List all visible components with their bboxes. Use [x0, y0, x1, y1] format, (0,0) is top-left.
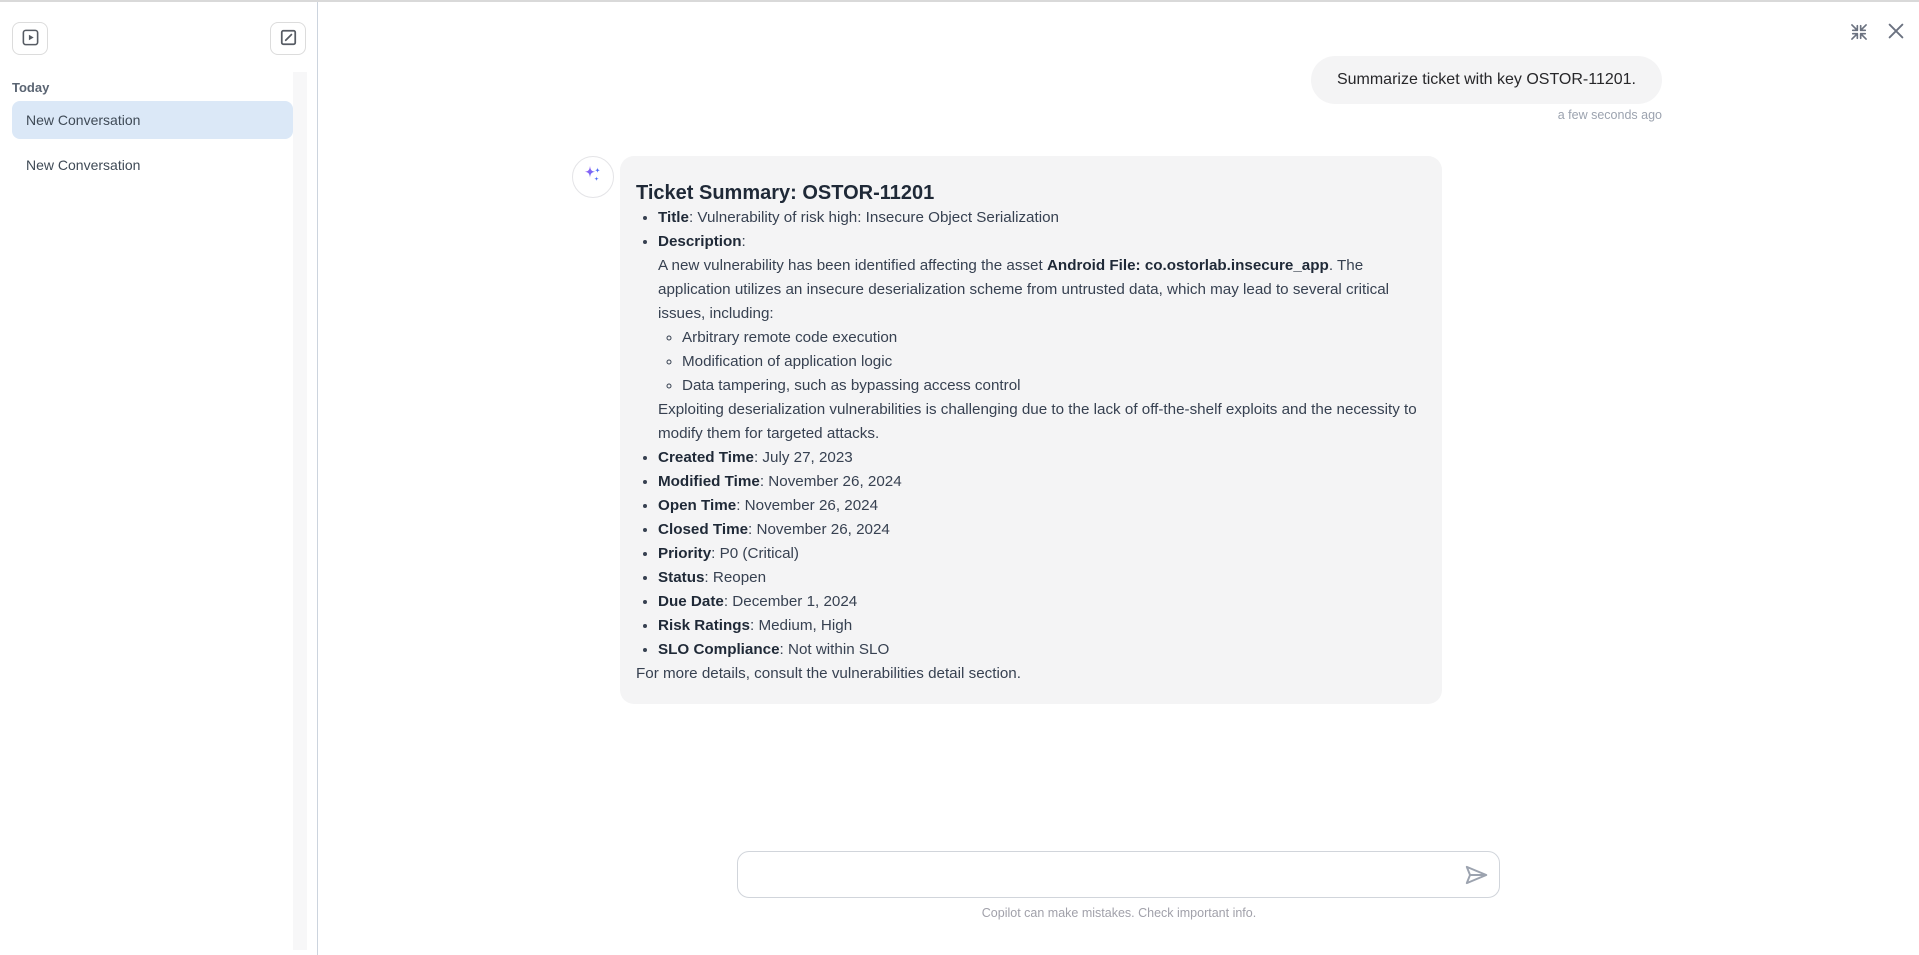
conversation-item-selected[interactable]	[12, 101, 293, 139]
ticket-field: • Open Time: November 26, 2024	[658, 494, 1418, 518]
close-icon	[1885, 20, 1907, 45]
issue-item: ◦ Arbitrary remote code execution	[682, 326, 1418, 350]
ticket-field: • Priority: P0 (Critical)	[658, 542, 1418, 566]
issue-item: ◦ Data tampering, such as bypassing access control	[682, 374, 1418, 398]
ticket-field: • Closed Time: November 26, 2024	[658, 518, 1418, 542]
ticket-field: • Due Date: December 1, 2024	[658, 590, 1418, 614]
sidebar-section-label: Today	[12, 80, 50, 95]
ticket-summary-title: Ticket Summary: OSTOR-11201	[636, 182, 935, 204]
description-intro: A new vulnerability has been identified affecting the asset Android File: co.ostorlab.insecure_app. The application utilizes an insecure deserialization scheme from untrusted data, which may lead to several critical issues, including:	[658, 257, 1390, 322]
conversation-label: New Conversation	[26, 112, 141, 128]
conversation-item[interactable]	[12, 146, 293, 184]
issue-item: ◦ Modification of application logic	[682, 350, 1418, 374]
conversations-sidebar	[0, 2, 318, 955]
footer-note: For more details, consult the vulnerabilities detail section.	[636, 665, 1021, 682]
user-message-bubble	[1311, 56, 1662, 104]
new-conversation-button[interactable]	[270, 22, 306, 55]
ticket-field-list	[636, 206, 1418, 662]
panel-play-icon	[21, 28, 40, 50]
edit-pencil-icon	[279, 28, 298, 50]
ticket-field: • SLO Compliance: Not within SLO	[658, 638, 1418, 662]
collapse-panel-button[interactable]	[1848, 22, 1870, 44]
disclaimer-text: Copilot can make mistakes. Check important info.	[981, 906, 1257, 920]
ticket-field-title: • Title: Vulnerability of risk high: Insecure Object Serialization	[658, 206, 1418, 230]
user-message-text: Summarize ticket with key OSTOR-11201.	[1336, 71, 1636, 88]
sparkle-icon	[581, 163, 605, 192]
assistant-response-card	[620, 156, 1442, 704]
message-composer	[737, 851, 1500, 898]
arrows-pointing-in-icon	[1849, 22, 1869, 45]
assistant-avatar	[572, 156, 614, 198]
message-timestamp: a few seconds ago	[1557, 108, 1662, 122]
send-button[interactable]	[1461, 861, 1491, 891]
ticket-field: • Status: Reopen	[658, 566, 1418, 590]
ticket-field: • Created Time: July 27, 2023	[658, 446, 1418, 470]
send-icon	[1463, 862, 1489, 891]
close-panel-button[interactable]	[1884, 20, 1908, 44]
ticket-field: • Modified Time: November 26, 2024	[658, 470, 1418, 494]
message-input[interactable]	[752, 852, 1452, 896]
conversation-label: New Conversation	[26, 157, 141, 173]
description-closing: Exploiting deserialization vulnerabilities is challenging due to the lack of off-the-shelf exploits and the necessity to modify them for targeted attacks.	[658, 401, 1417, 442]
sidebar-scrollbar[interactable]	[293, 72, 307, 950]
ticket-field: • Risk Ratings: Medium, High	[658, 614, 1418, 638]
issue-list	[658, 326, 1418, 398]
ticket-field-description: • Description: A new vulnerability has been identified affecting the asset Android File: co.ostorlab.insecure_app. The application utilizes an insecure deserialization scheme from untrusted data, which may lead to several critical issues, including: ◦ Arbitrary remote code execution ◦ Modification of application logic ◦ Data tampering, such as bypassing access control Exploiting deserialization vulnerabilities is challenging due to the lack of off-the-shelf exploits and the necessity to modify them for targeted attacks.	[658, 230, 1418, 446]
sidebar-toggle-button[interactable]	[12, 22, 48, 55]
